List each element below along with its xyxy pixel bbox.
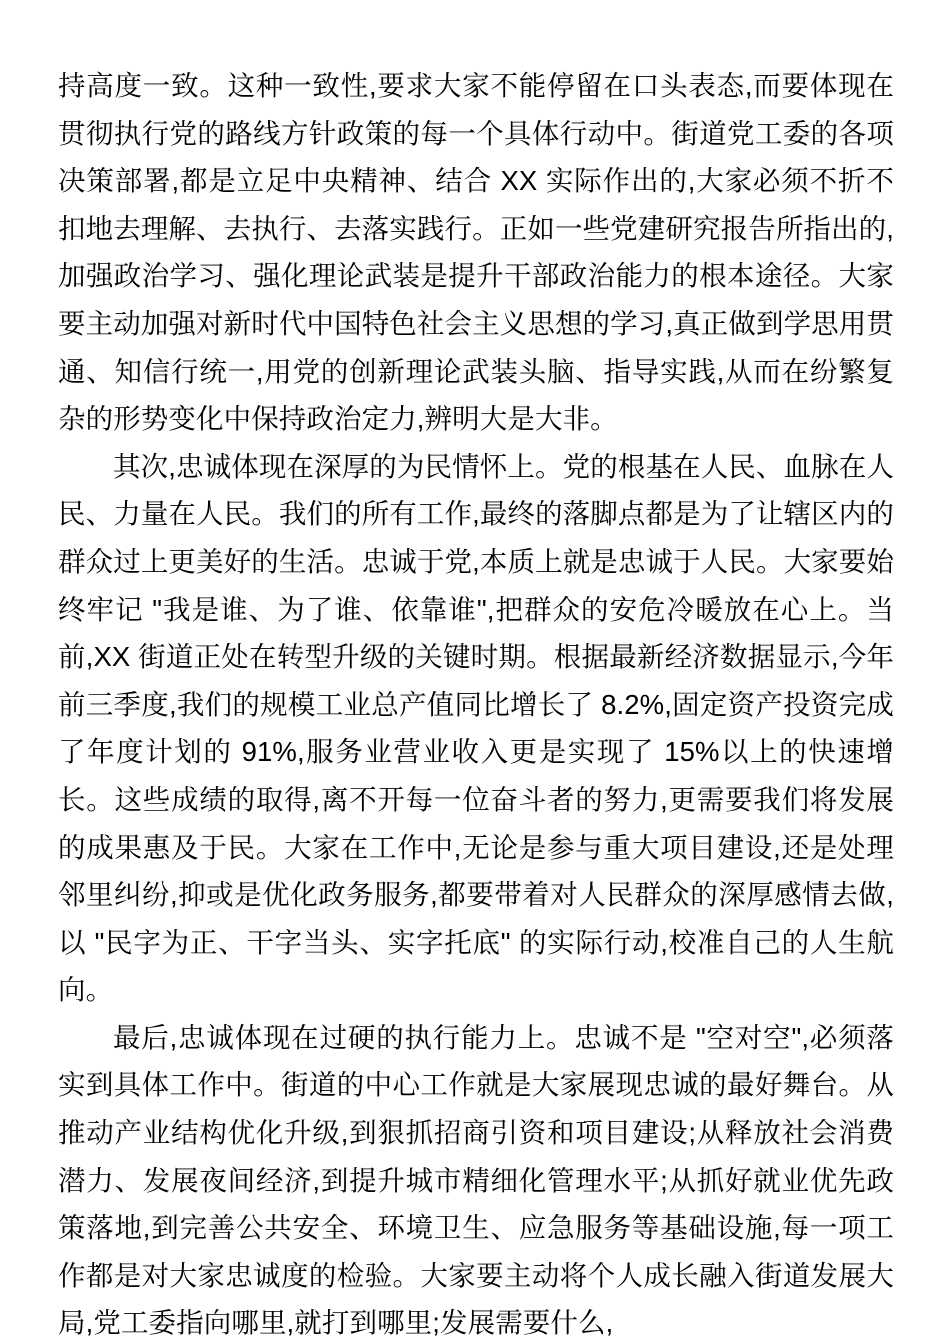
paragraph-loyalty-political-consistency: 持高度一致。这种一致性,要求大家不能停留在口头表态,而要体现在贯彻执行党的路线方针政策的每一个具体行动中。街道党工委的各项决策部署,都是立足中央精神、结合 XX 实际作出的,大家必须不折不扣地去理解、去执行、去落实践行。正如一些党建研究报告所指出的,加强政治学习、强化理论武装是提升干部政治能力的根本途径。大家要主动加强对新时代中国特色社会主义思想的学习,真正做到学思用贯通、知信行统一,用党的创新理论武装头脑、指导实践,从而在纷繁复杂的形势变化中保持政治定力,辨明大是大非。 xyxy=(58,70,894,435)
paragraph-loyalty-execution-capability: 最后,忠诚体现在过硬的执行能力上。忠诚不是 "空对空",必须落实到具体工作中。街道的中心工作就是大家展现忠诚的最好舞台。从推动产业结构优化升级,到狠抓招商引资和项目建设;从释放社会消费潜力、发展夜间经济,到提升城市精细化管理水平;从抓好就业优先政策落地,到完善公共安全、环境卫生、应急服务等基础设施,每一项工作都是对大家忠诚度的检验。大家要主动将个人成长融入街道发展大局,党工委指向哪里,就打到哪里;发展需要什么, xyxy=(58,1021,894,1339)
paragraph-loyalty-people-feelings: 其次,忠诚体现在深厚的为民情怀上。党的根基在人民、血脉在人民、力量在人民。我们的所有工作,最终的落脚点都是为了让辖区内的群众过上更美好的生活。忠诚于党,本质上就是忠诚于人民。大家要始终牢记 "我是谁、为了谁、依靠谁",把群众的安危冷暖放在心上。当前,XX 街道正处在转型升级的关键时期。根据最新经济数据显示,今年前三季度,我们的规模工业总产值同比增长了 8.2%,固定资产投资完成了年度计划的 91%,服务业营业收入更是实现了 15%以上的快速增长。这些成绩的取得,离不开每一位奋斗者的努力,更需要我们将发展的成果惠及于民。大家在工作中,无论是参与重大项目建设,还是处理邻里纠纷,抑或是优化政务服务,都要带着对人民群众的深厚感情去做,以 "民字为正、干字当头、实字托底" 的实际行动,校准自己的人生航向。 xyxy=(58,450,894,1006)
document-body xyxy=(58,62,894,1344)
